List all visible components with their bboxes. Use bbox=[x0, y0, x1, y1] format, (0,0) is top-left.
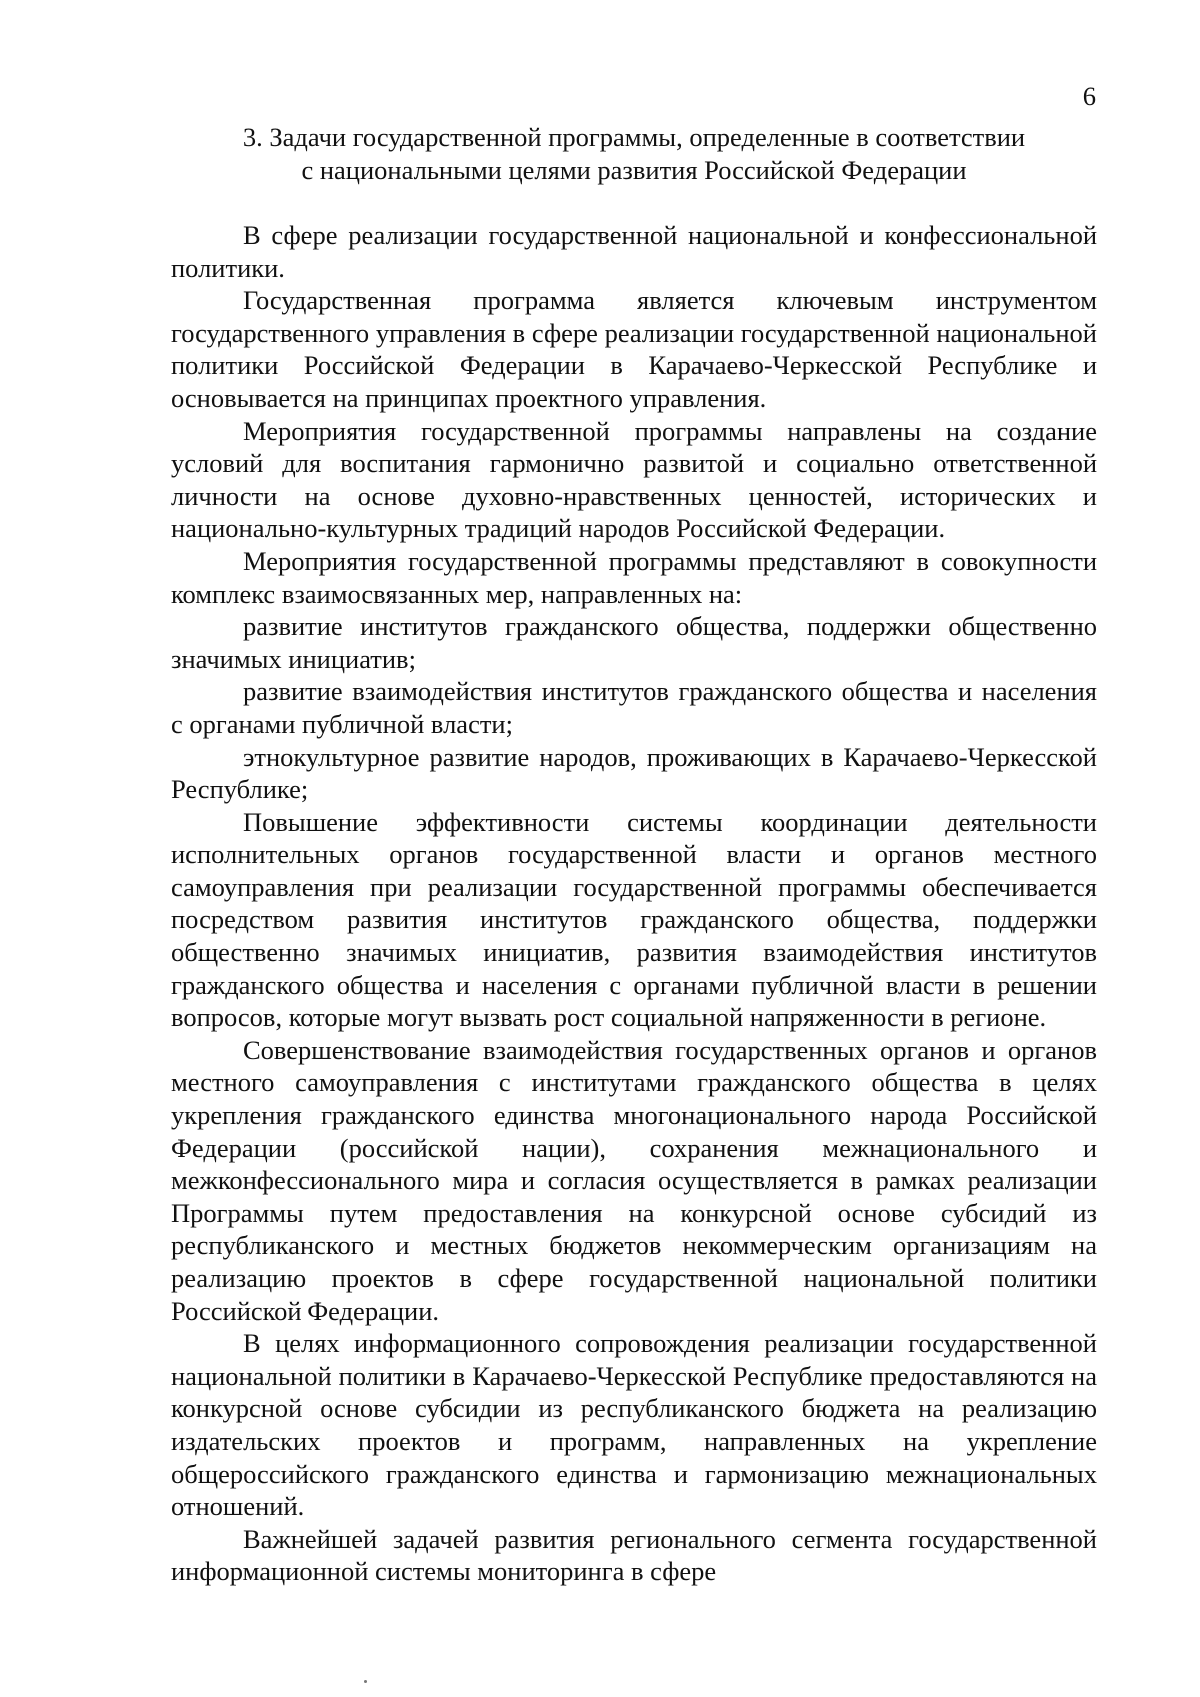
paragraph-measures-complex: Мероприятия государственной программы представляют в совокупности комплекс взаимосвязанных мер, направленных на: bbox=[171, 545, 1097, 609]
paragraph-interaction-improvement: Совершенствование взаимодействия государственных органов и органов местного самоуправления с институтами гражданского общества в целях укрепления гражданского единства многонационального народа Российской Федерации (российской нации), сохранения межнационального и межконфессионального мира и согласия осуществляется в рамках реализации Программы путем предоставления на конкурсной основе субсидий из республиканского и местных бюджетов некоммерческим организациям на реализацию проектов в сфере государственной национальной политики Российской Федерации. bbox=[171, 1034, 1097, 1326]
paragraph-monitoring-system: Важнейшей задачей развития регионального сегмента государственной информационной системы мониторинга в сфере bbox=[171, 1523, 1097, 1587]
section-heading-line-2: с национальными целями развития Российской Федерации bbox=[301, 155, 967, 185]
paragraph-program-measures-aim: Мероприятия государственной программы направлены на создание условий для воспитания гармонично развитой и социально ответственной личности на основе духовно-нравственных ценностей, исторических и национально-культурных традиций народов Российской Федерации. bbox=[171, 415, 1097, 544]
section-heading bbox=[170, 121, 1098, 187]
paragraph-information-support: В целях информационного сопровождения реализации государственной национальной политики в Карачаево-Черкесской Республике предоставляются на конкурсной основе субсидии из республиканского бюджета на реализацию издательских проектов и программ, направленных на укрепление общероссийского гражданского единства и гармонизацию межнациональных отношений. bbox=[171, 1328, 1097, 1522]
list-item-interaction-with-authorities: развитие взаимодействия институтов гражданского общества и населения с органами публичной власти; bbox=[171, 676, 1097, 739]
list-item-civil-institutions: развитие институтов гражданского общества, поддержки общественно значимых инициатив; bbox=[171, 611, 1097, 674]
paragraph-policy-sphere: В сфере реализации государственной национальной и конфессиональной политики. bbox=[171, 220, 1097, 283]
body-text bbox=[171, 219, 1097, 1588]
list-item-ethnocultural-development: этнокультурное развитие народов, проживающих в Карачаево-Черкесской Республике; bbox=[171, 741, 1097, 805]
paragraph-coordination-efficiency: Повышение эффективности системы координации деятельности исполнительных органов государственной власти и органов местного самоуправления при реализации государственной программы обеспечивается посредством развития институтов гражданского общества, поддержки общественно значимых инициатив, развития взаимодействия институтов гражданского общества и населения с органами публичной власти в решении вопросов, которые могут вызвать рост социальной напряженности в регионе. bbox=[171, 806, 1097, 1033]
scan-speck bbox=[364, 1680, 367, 1683]
section-heading-line-1: 3. Задачи государственной программы, определенные в соответствии bbox=[242, 122, 1026, 152]
paragraph-program-instrument: Государственная программа является ключевым инструментом государственного управления в сфере реализации государственной национальной политики Российской Федерации в Карачаево-Черкесской Республике и основывается на принципах проектного управления. bbox=[171, 285, 1097, 413]
page-number: 6 bbox=[1082, 81, 1096, 111]
